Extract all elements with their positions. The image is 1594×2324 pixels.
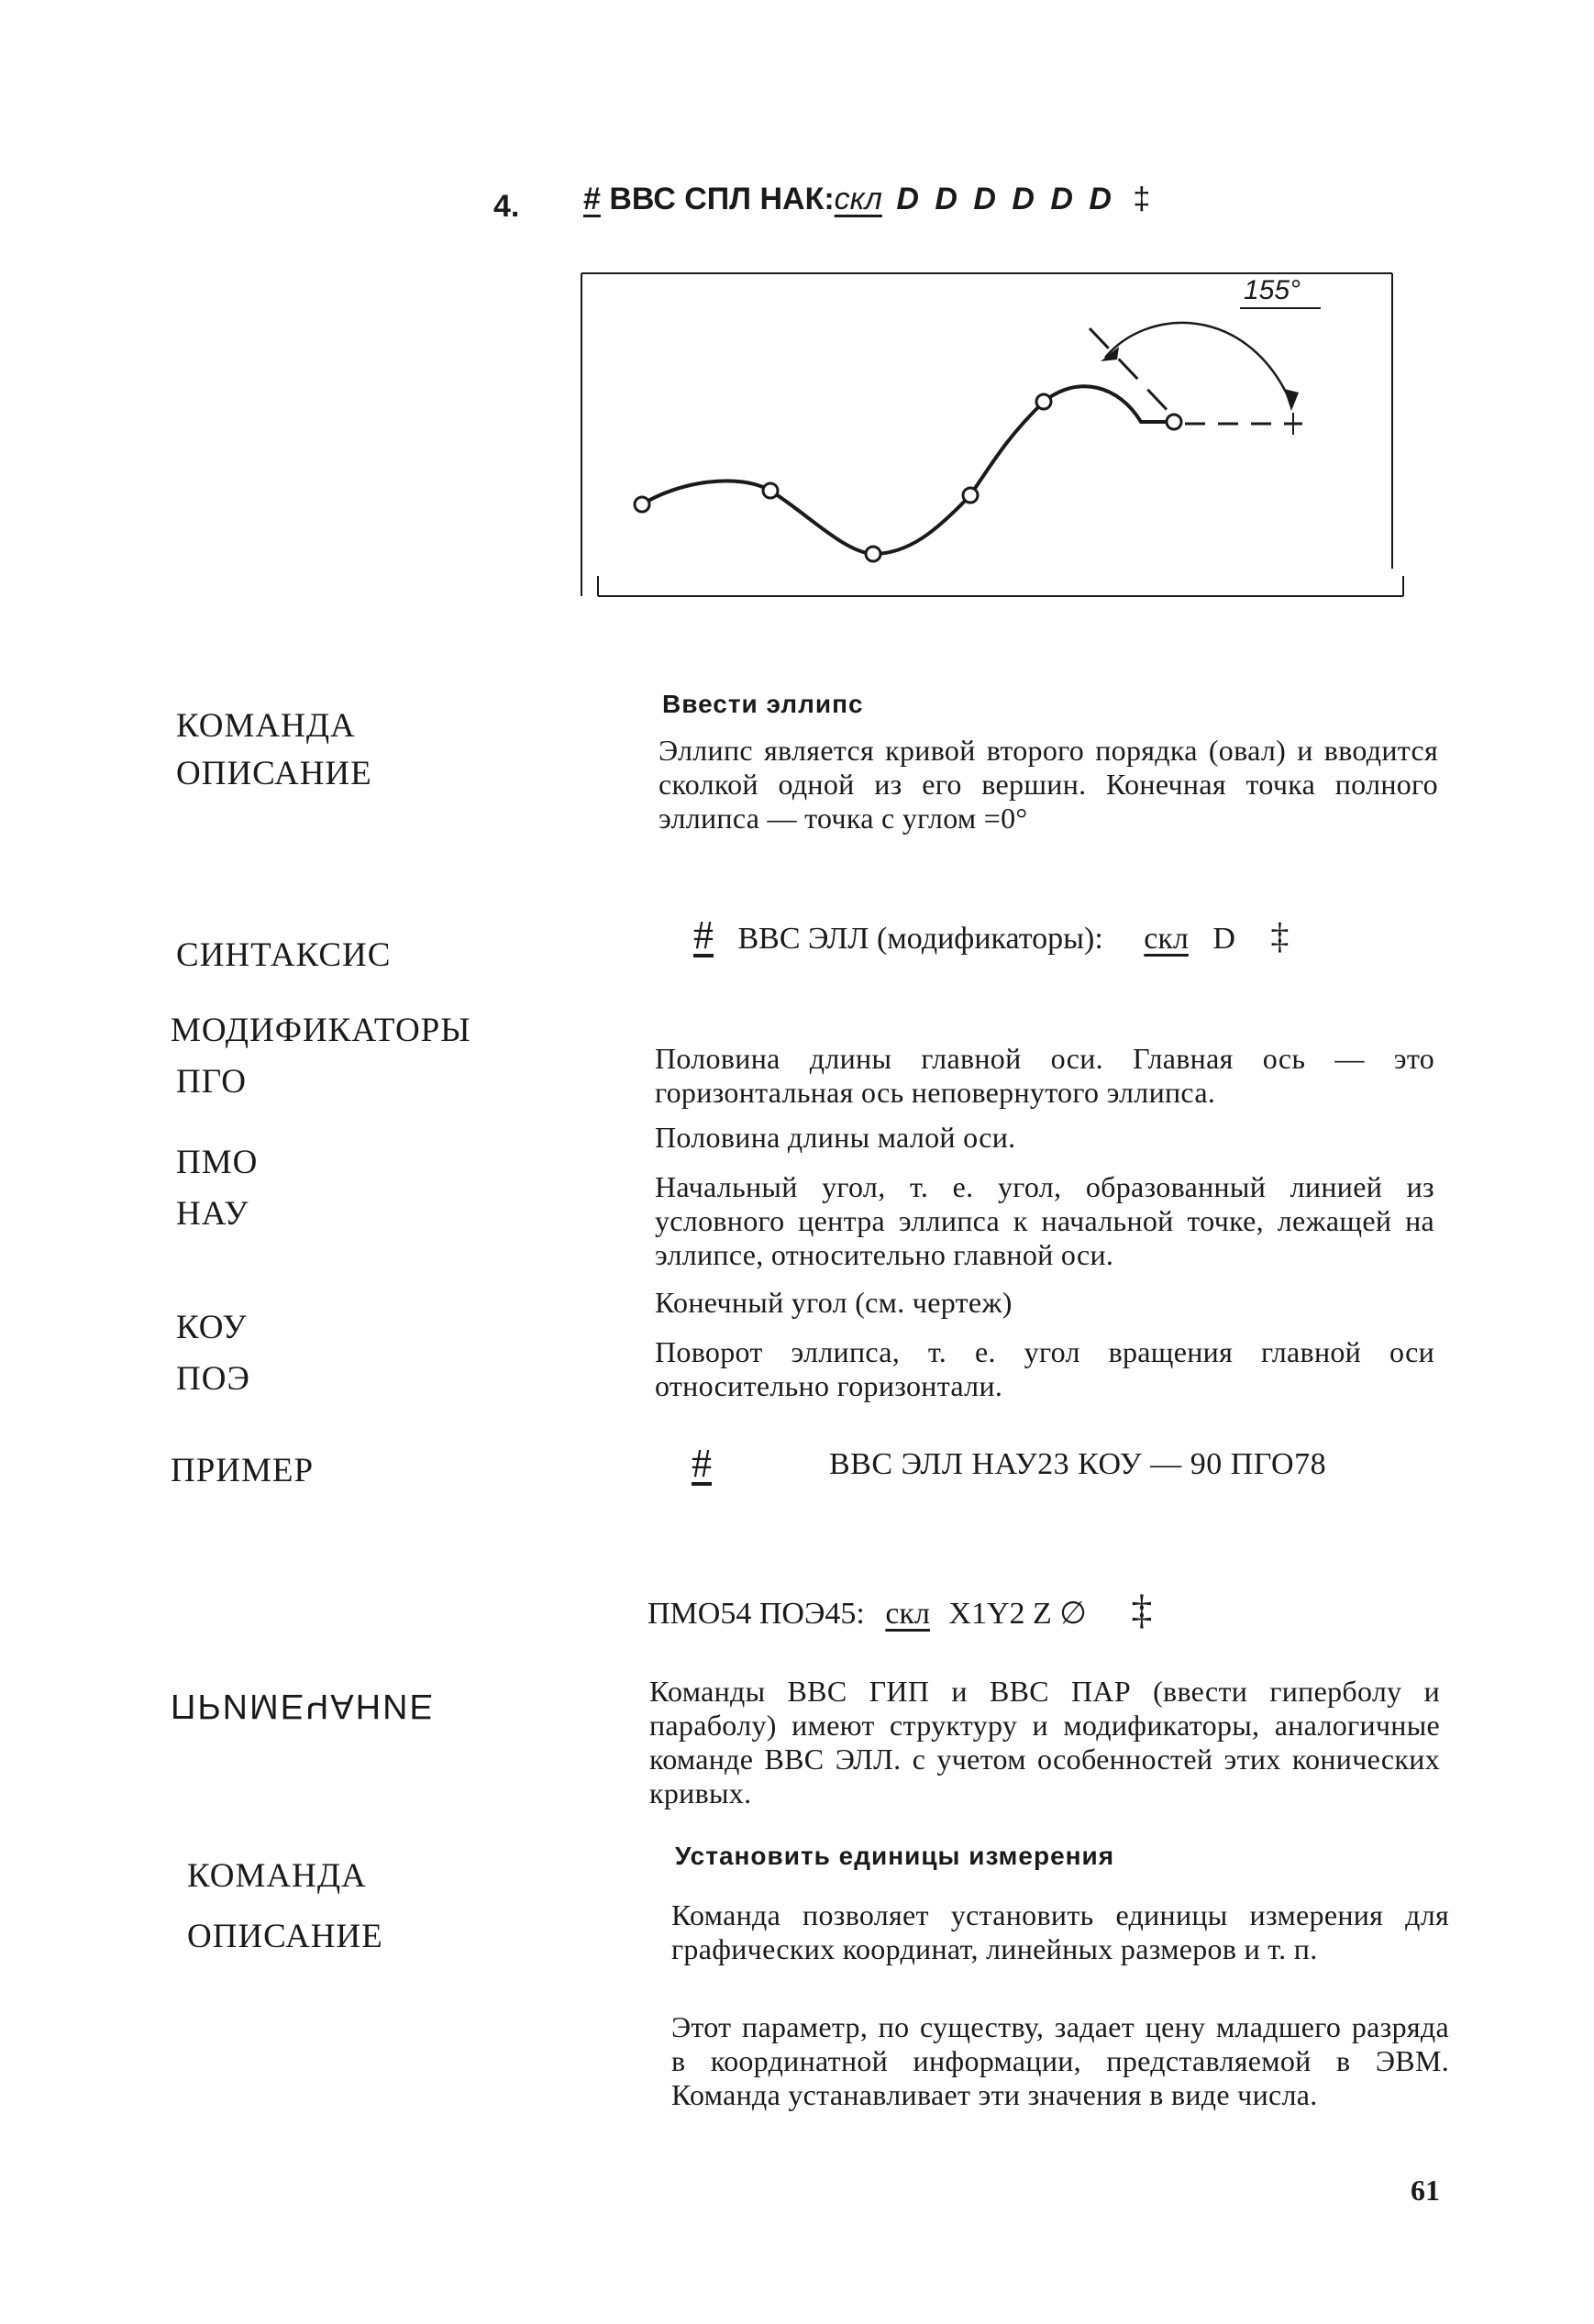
points-list: D D D D D D	[896, 182, 1115, 216]
angle-arc	[1105, 323, 1291, 404]
spline-point	[635, 497, 649, 512]
modifier-name-nau: НАУ	[176, 1195, 249, 1233]
terminator-symbol: ‡	[1133, 182, 1151, 216]
label-syntax: СИНТАКСИС	[176, 936, 392, 974]
label-example: ПРИМЕР	[171, 1452, 315, 1489]
example-line-2-suffix: X1Y2 Z ∅	[948, 1597, 1087, 1631]
example-line-2-separator: скл	[885, 1597, 930, 1631]
note-text: Команды ВВС ГИП и ВВС ПАР (ввести гиперболу и параболу) имеют структуру и модификаторы, аналогичные команде ВВС ЭЛЛ. с учетом особенностей этих конических кривых.	[649, 1675, 1440, 1809]
syntax-terminator: ‡	[1270, 915, 1290, 957]
tangent-line	[1090, 328, 1174, 417]
hash-symbol: #	[583, 182, 601, 216]
example-number: 4.	[493, 189, 520, 224]
label-description: ОПИСАНИЕ	[176, 755, 372, 792]
spline-point	[866, 547, 880, 561]
arc-arrowhead-right	[1284, 389, 1299, 411]
example-hash: #	[692, 1441, 712, 1486]
modifier-text-kou: Конечный угол (см. чертеж)	[655, 1286, 1013, 1319]
command-text: ВВС СПЛ НАК:	[609, 182, 835, 216]
spline-figure	[578, 266, 1422, 614]
modifier-text-pgo: Половина длины главной оси. Главная ось — это горизонтальная ось неповернутого эллипса.	[655, 1042, 1434, 1109]
label-note-text: ПРИМЕЧАНИЕ	[171, 1687, 435, 1725]
spline-point	[763, 483, 778, 498]
arc-arrowhead-left	[1101, 347, 1119, 361]
example-line-1: ВВС ЭЛЛ НАУ23 КОУ — 90 ПГО78	[829, 1447, 1327, 1481]
spline-point	[1036, 394, 1051, 409]
modifier-text-pmo: Половина длины малой оси.	[655, 1121, 1016, 1154]
modifier-text-poe: Поворот эллипса, т. е. угол вращения главной оси относительно горизонтали.	[655, 1335, 1434, 1402]
units-paragraph-1: Команда позволяет установить единицы измерения для графических координат, линейных размеров и т. п.	[671, 1898, 1449, 1965]
section-title-ellipse: Ввести эллипс	[662, 690, 864, 718]
label-command-2: КОМАНДА	[187, 1857, 367, 1895]
label-modifiers: МОДИФИКАТОРЫ	[171, 1012, 471, 1049]
page-number: 61	[1411, 2174, 1440, 2207]
section-title-units: Установить единицы измерения	[675, 1842, 1115, 1870]
spline-curve	[642, 386, 1174, 554]
ellipse-description: Эллипс является кривой второго порядка (овал) и вводится сколкой одной из его вершин. Конечная точка полного эллипса — точка с углом =0°	[659, 734, 1438, 835]
modifier-name-kou: КОУ	[176, 1309, 248, 1346]
label-command: КОМАНДА	[176, 707, 356, 745]
syntax-separator: скл	[1144, 922, 1189, 956]
example-line-2-prefix: ПМО54 ПОЭ45:	[648, 1597, 865, 1631]
syntax-arg: D	[1212, 922, 1235, 956]
units-paragraph-2: Этот параметр, по существу, задает цену младшего разряда в координатной информации, представляемой в ЭВМ. Команда устанавливает эти значения в виде числа.	[671, 2010, 1449, 2111]
modifier-name-poe: ПОЭ	[176, 1360, 250, 1398]
syntax-command: ВВС ЭЛЛ (модификаторы):	[737, 922, 1103, 956]
syntax-line	[693, 912, 1289, 958]
separator-skl: скл	[834, 182, 882, 216]
label-note	[171, 1686, 435, 1725]
example-line-2	[648, 1585, 1152, 1633]
modifier-name-pgo: ПГО	[176, 1063, 247, 1101]
spline-point	[1167, 415, 1181, 429]
spline-point	[963, 488, 978, 503]
angle-label: 155°	[1244, 275, 1301, 305]
syntax-hash: #	[693, 913, 714, 957]
label-description-2: ОПИСАНИЕ	[187, 1918, 383, 1955]
example-4-command-line	[583, 182, 1150, 217]
modifier-text-nau: Начальный угол, т. е. угол, образованный линией из условного центра эллипса к начальной точке, лежащей на эллипсе, относительно главной оси.	[655, 1170, 1434, 1271]
example-terminator: ‡	[1131, 1586, 1153, 1632]
modifier-name-pmo: ПМО	[176, 1144, 259, 1181]
